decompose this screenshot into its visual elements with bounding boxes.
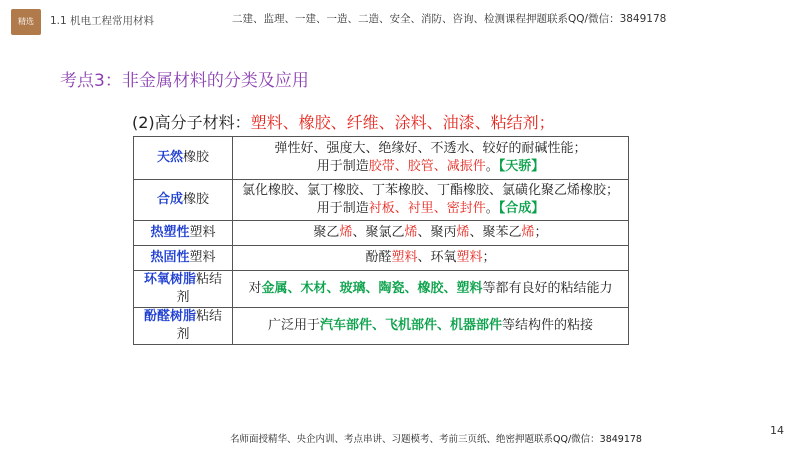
material-description: 弹性好、强度大、绝缘好、不透水、较好的耐碱性能； 用于制造胶带、胶管、减振件。【天骄】	[233, 137, 629, 180]
page-number: 14	[770, 424, 784, 437]
section-label: 1.1 机电工程常用材料	[50, 15, 155, 27]
table-row	[134, 221, 629, 246]
page-title: 考点3：非金属材料的分类及应用	[60, 71, 309, 91]
table-row	[134, 180, 629, 221]
table-row	[134, 246, 629, 271]
material-name: 天然橡胶	[134, 137, 233, 180]
material-description: 酚醛塑料、环氧塑料；	[233, 246, 629, 271]
material-description: 聚乙烯、聚氯乙烯、聚丙烯、聚苯乙烯；	[233, 221, 629, 246]
material-description: 氯化橡胶、氯丁橡胶、丁苯橡胶、丁酯橡胶、氯磺化聚乙烯橡胶； 用于制造衬板、衬里、密封件。【合成】	[233, 180, 629, 221]
material-description: 对金属、木材、玻璃、陶瓷、橡胶、塑料等都有良好的粘结能力	[233, 271, 629, 308]
subtitle	[132, 110, 555, 133]
table-row	[134, 271, 629, 308]
material-description: 广泛用于汽车部件、飞机部件、机器部件等结构件的粘接	[233, 308, 629, 345]
table-row	[134, 308, 629, 345]
subtitle-items: 塑料、橡胶、纤维、涂料、油漆、粘结剂；	[250, 113, 555, 132]
logo: 精选	[11, 9, 41, 35]
table-row	[134, 137, 629, 180]
subtitle-prefix: (2)高分子材料：	[132, 113, 251, 132]
footer-promo-text: 名师面授精华、央企内训、考点串讲、习题模考、考前三页纸、绝密押题联系QQ/微信：3849178	[230, 434, 642, 445]
material-name: 热固性塑料	[134, 246, 233, 271]
materials-table	[133, 136, 629, 345]
material-name: 酚醛树脂粘结剂	[134, 308, 233, 345]
material-name: 热塑性塑料	[134, 221, 233, 246]
material-name: 环氧树脂粘结剂	[134, 271, 233, 308]
material-name: 合成橡胶	[134, 180, 233, 221]
header-promo-text: 二建、监理、一建、一造、二造、安全、消防、咨询、检测课程押题联系QQ/微信：3849178	[232, 13, 667, 25]
